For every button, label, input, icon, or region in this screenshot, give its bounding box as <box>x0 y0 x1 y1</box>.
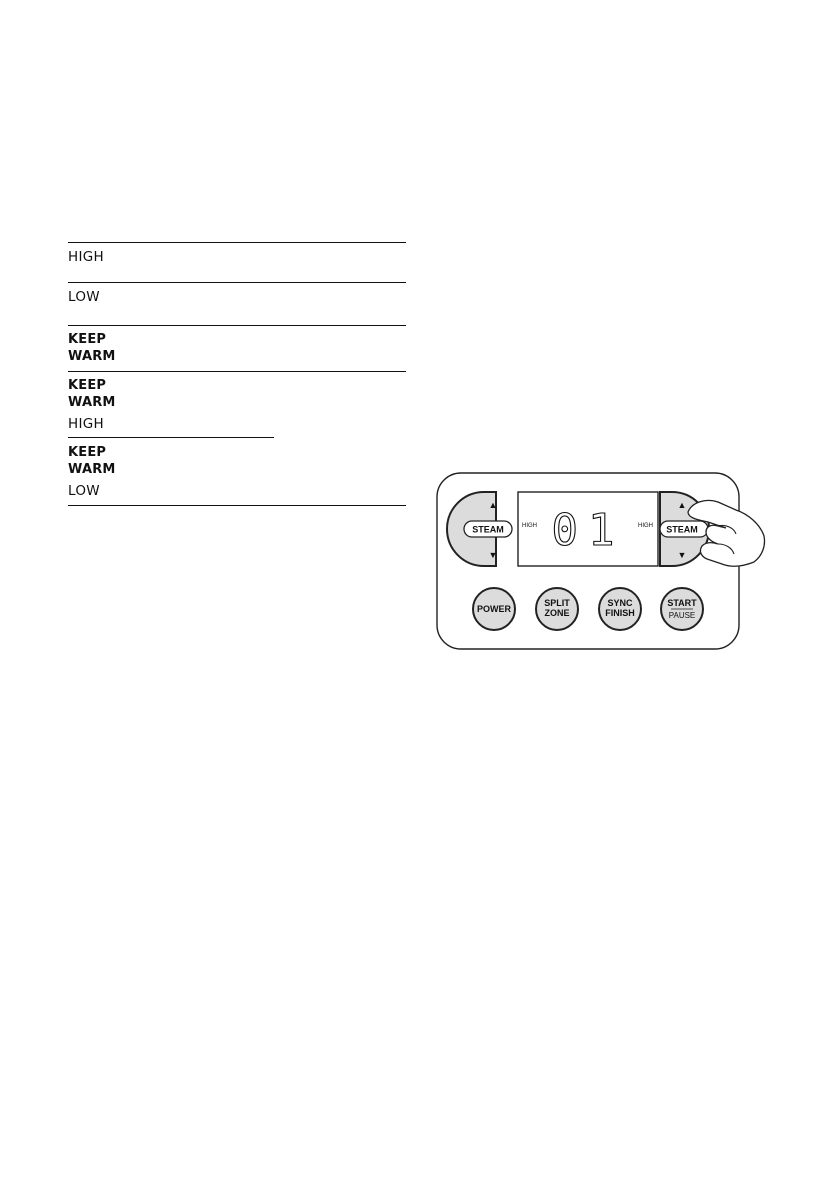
setting-warm-label: WARM <box>68 462 116 477</box>
setting-low-label: LOW <box>68 483 100 499</box>
table-rule <box>68 325 406 326</box>
display-value: 01 <box>551 505 625 556</box>
setting-warm-label: WARM <box>68 395 116 410</box>
right-zone-level: HIGH <box>638 523 653 529</box>
sync-finish-label-line2: FINISH <box>605 608 635 618</box>
sync-finish-label-line1: SYNC <box>607 598 633 608</box>
right-down-arrow-icon[interactable]: ▼ <box>677 550 687 560</box>
pause-label: PAUSE <box>668 611 696 620</box>
left-down-arrow-icon[interactable]: ▼ <box>488 550 498 560</box>
power-button-label: POWER <box>476 604 512 614</box>
left-zone-level: HIGH <box>522 523 537 529</box>
right-up-arrow-icon[interactable]: ▲ <box>677 500 687 510</box>
power-button[interactable] <box>473 588 515 630</box>
table-rule <box>68 242 406 243</box>
setting-keep-label: KEEP <box>68 332 107 347</box>
setting-high-label: HIGH <box>68 249 104 265</box>
setting-low-label: LOW <box>68 289 100 305</box>
setting-keep-label: KEEP <box>68 378 107 393</box>
sync-finish-button[interactable] <box>599 588 641 630</box>
table-rule <box>68 371 406 372</box>
setting-warm-label: WARM <box>68 349 116 364</box>
setting-keep-label: KEEP <box>68 445 107 460</box>
start-pause-button[interactable] <box>661 588 703 630</box>
table-rule <box>68 505 406 506</box>
control-panel-illustration <box>436 472 766 652</box>
table-rule-short <box>68 437 274 438</box>
split-zone-button[interactable] <box>536 588 578 630</box>
setting-high-label: HIGH <box>68 416 104 432</box>
left-steam-label: STEAM <box>472 524 504 535</box>
control-panel <box>436 472 766 652</box>
table-rule <box>68 282 406 283</box>
display <box>518 492 658 566</box>
split-zone-label-line1: SPLIT <box>544 598 570 608</box>
left-up-arrow-icon[interactable]: ▲ <box>488 500 498 510</box>
split-zone-label-line2: ZONE <box>544 608 570 618</box>
start-label: START <box>667 598 697 608</box>
right-steam-label: STEAM <box>666 524 698 535</box>
